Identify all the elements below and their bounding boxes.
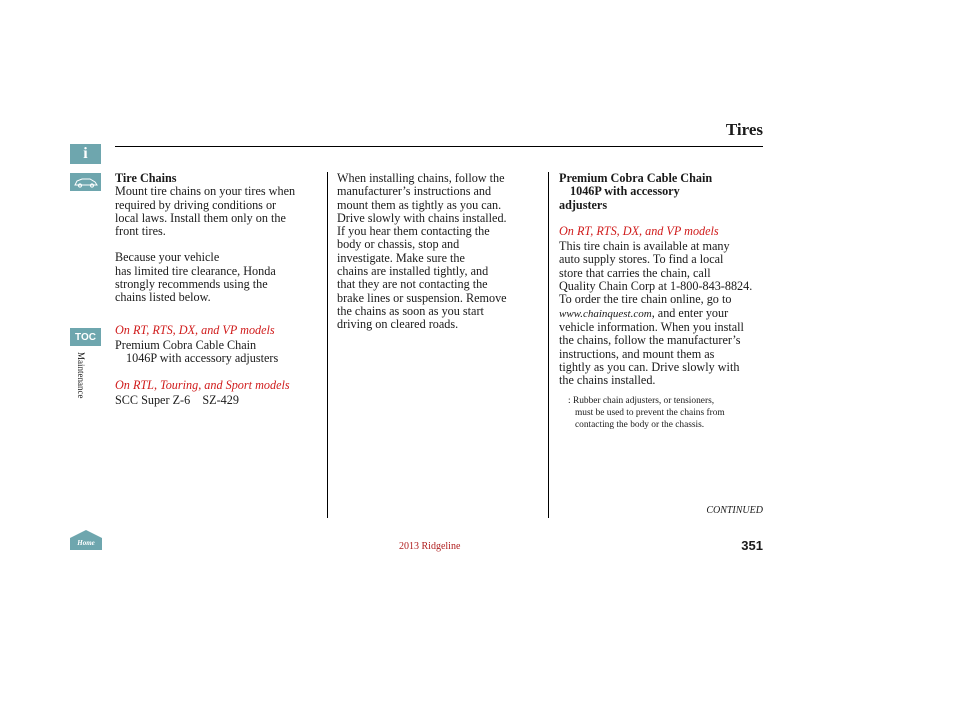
text-line: that they are not contacting the	[337, 277, 488, 292]
column-divider	[548, 172, 549, 518]
toc-button[interactable]	[70, 328, 101, 346]
model-footer: 2013 Ridgeline	[399, 541, 461, 552]
text-line	[559, 307, 765, 321]
text-line: manufacturer’s instructions and	[337, 184, 492, 199]
tire-chains-heading: Tire Chains	[115, 171, 177, 185]
note-line: contacting the body or the chassis.	[575, 420, 705, 431]
text-line: the chains as soon as you start	[337, 303, 484, 318]
text-line: instructions, and mount them as	[559, 346, 715, 361]
text-line: auto supply stores. To find a local	[559, 252, 724, 267]
text-line: required by driving conditions or	[115, 197, 277, 212]
text-line: tightly as you can. Drive slowly with	[559, 359, 740, 374]
text-fragment: , and enter your	[651, 305, 729, 320]
chain-name: 1046P with accessory adjusters	[126, 351, 279, 366]
continued-label: CONTINUED	[706, 505, 763, 516]
text-line: the chains installed.	[559, 373, 656, 388]
text-line: If you hear them contacting the	[337, 224, 490, 239]
toc-label: TOC	[75, 331, 96, 343]
section-label: Maintenance	[76, 352, 86, 399]
home-label: Home	[77, 539, 95, 547]
footnote	[559, 395, 765, 431]
chain-name: SCC Super Z-6 SZ-429	[115, 392, 239, 407]
text-line: Quality Chain Corp at 1-800-843-8824.	[559, 279, 753, 294]
text-line: investigate. Make sure the	[337, 250, 465, 265]
text-line: mount them as tightly as you can.	[337, 197, 502, 212]
text-line: driving on cleared roads.	[337, 317, 459, 332]
info-glyph: i	[83, 145, 88, 162]
home-button[interactable]	[70, 530, 102, 550]
model-label: On RT, RTS, DX, and VP models	[115, 322, 275, 337]
page-number: 351	[741, 538, 763, 553]
text-line: chains listed below.	[115, 290, 211, 305]
column-3	[559, 172, 765, 431]
text-line: local laws. Install them only on the	[115, 210, 286, 225]
info-icon[interactable]	[70, 144, 101, 164]
text-line: body or chassis, stop and	[337, 237, 460, 252]
text-line: strongly recommends using the	[115, 277, 268, 292]
text-line: vehicle information. When you install	[559, 319, 744, 334]
text-line: store that carries the chain, call	[559, 265, 711, 280]
text-line: When installing chains, follow the	[337, 171, 505, 185]
chain-name: Premium Cobra Cable Chain	[115, 337, 257, 352]
chain-heading: Premium Cobra Cable Chain	[559, 171, 713, 185]
chain-heading: 1046P with accessory	[570, 184, 680, 199]
page-title: Tires	[725, 120, 763, 139]
text-line: brake lines or suspension. Remove	[337, 290, 507, 305]
chainquest-link[interactable]: www.chainquest.com	[559, 307, 652, 320]
car-icon	[73, 176, 99, 188]
text-line: the chains, follow the manufacturer’s	[559, 333, 741, 348]
note-line: : Rubber chain adjusters, or tensioners,	[568, 396, 715, 407]
note-line: must be used to prevent the chains from	[575, 408, 725, 419]
car-index-icon[interactable]	[70, 173, 101, 191]
model-label: On RTL, Touring, and Sport models	[115, 377, 290, 392]
chain-heading: adjusters	[559, 197, 608, 212]
column-2	[337, 172, 545, 332]
text-line: This tire chain is available at many	[559, 239, 730, 254]
header-rule	[115, 146, 763, 147]
text-line: front tires.	[115, 224, 166, 239]
home-icon	[70, 530, 102, 550]
text-line: To order the tire chain online, go to	[559, 292, 732, 307]
text-line: Mount tire chains on your tires when	[115, 184, 296, 199]
text-line: chains are installed tightly, and	[337, 264, 489, 279]
column-1	[115, 172, 323, 407]
text-line: Drive slowly with chains installed.	[337, 210, 507, 225]
text-line: has limited tire clearance, Honda	[115, 263, 276, 278]
text-line: Because your vehicle	[115, 250, 220, 265]
column-divider	[327, 172, 328, 518]
model-label: On RT, RTS, DX, and VP models	[559, 223, 719, 238]
